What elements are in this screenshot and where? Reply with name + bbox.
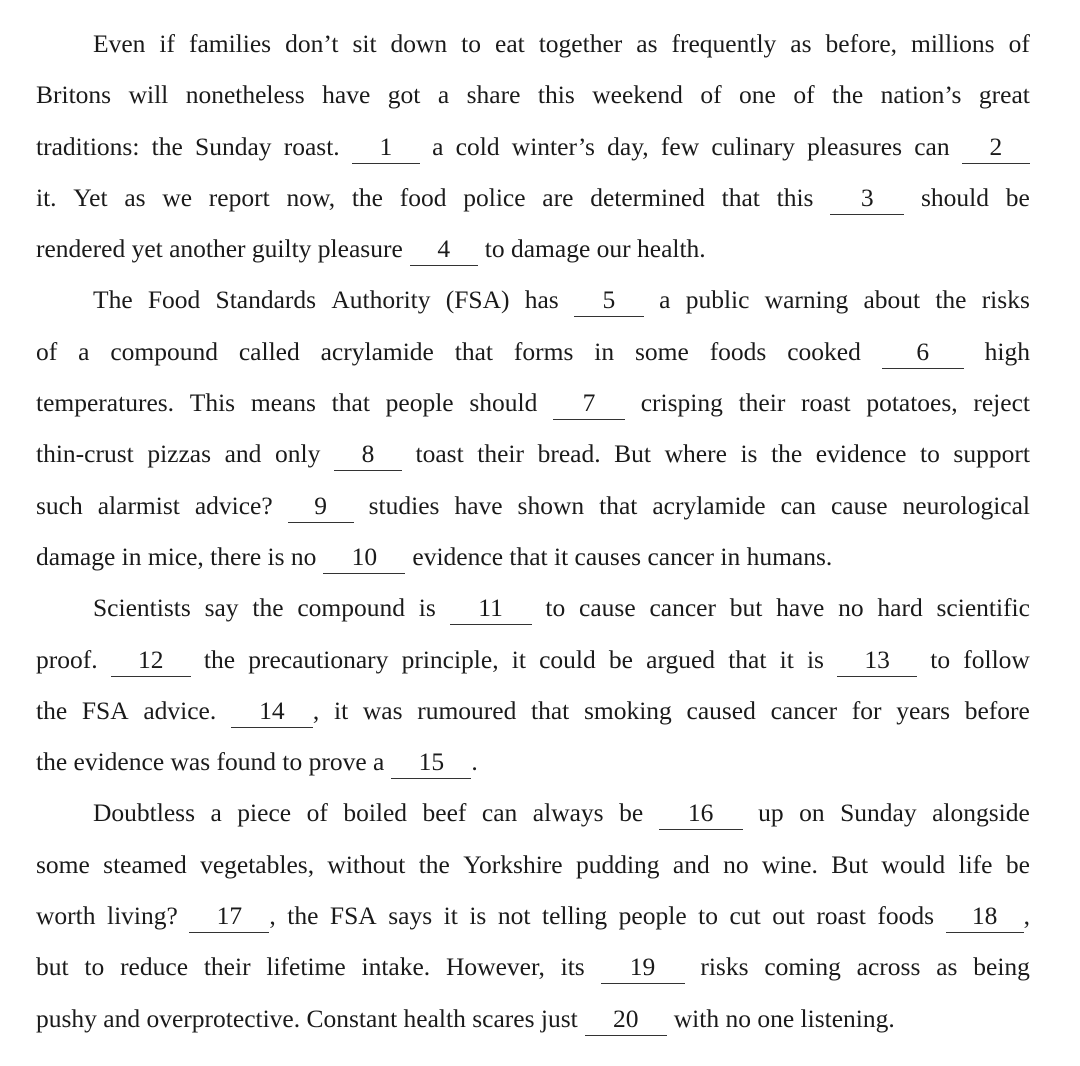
passage-text: telling bbox=[541, 901, 608, 931]
passage-text: neurological bbox=[902, 490, 1030, 520]
passage-text: few bbox=[660, 131, 700, 161]
passage-text: nation’s bbox=[880, 80, 962, 110]
blank-group bbox=[231, 685, 319, 736]
passage-text: that bbox=[454, 336, 494, 366]
passage-text: can bbox=[780, 490, 816, 520]
passage-text: but bbox=[729, 593, 763, 623]
passage-text: the bbox=[151, 131, 183, 161]
passage-text: the bbox=[771, 439, 803, 469]
passage-text: people bbox=[385, 388, 454, 418]
passage-text: that bbox=[721, 182, 760, 212]
passage-text: is bbox=[740, 439, 758, 469]
passage-text: a bbox=[437, 80, 450, 110]
passage-text: precautionary bbox=[248, 644, 389, 674]
passage-text: to bbox=[545, 593, 566, 623]
passage-text: with no one listening. bbox=[673, 1003, 895, 1033]
passage-text: the bbox=[287, 901, 319, 931]
passage-line bbox=[36, 890, 1030, 941]
passage-text: as bbox=[636, 29, 658, 58]
passage-text: roast bbox=[816, 901, 866, 931]
passage-text: the bbox=[36, 695, 68, 725]
passage-text: life bbox=[958, 849, 993, 879]
blank-group bbox=[585, 993, 667, 1044]
passage-text: frequently bbox=[671, 29, 777, 58]
passage-text: one bbox=[739, 80, 776, 110]
passage-text: to bbox=[930, 644, 951, 674]
passage-text: a bbox=[210, 798, 222, 828]
blank-3[interactable]: 3 bbox=[830, 182, 904, 215]
passage-text: it bbox=[779, 644, 794, 674]
passage-text: their bbox=[477, 439, 524, 469]
passage-text: be bbox=[619, 798, 644, 828]
passage-text: Standards bbox=[215, 285, 317, 315]
passage-text: roast bbox=[801, 388, 851, 418]
passage-text: to bbox=[698, 901, 719, 931]
passage-text: (FSA) bbox=[445, 285, 510, 315]
passage-text: culinary bbox=[711, 131, 795, 161]
passage-text: wine. bbox=[761, 849, 818, 879]
passage-text: risks bbox=[700, 952, 749, 982]
passage-text: compound bbox=[110, 336, 218, 366]
passage-text: of bbox=[700, 80, 722, 110]
passage-text: up bbox=[758, 798, 784, 828]
blank-group bbox=[601, 941, 685, 992]
passage-text: Sunday bbox=[195, 131, 272, 161]
passage-text: is bbox=[469, 901, 487, 931]
passage-text: and bbox=[672, 849, 710, 879]
passage-text: support bbox=[953, 439, 1030, 469]
passage-text: FSA bbox=[81, 695, 129, 725]
passage-text: cancer bbox=[649, 593, 716, 623]
passage-text: be bbox=[1005, 849, 1030, 879]
passage-text: pudding bbox=[575, 849, 660, 879]
passage-text: reduce bbox=[120, 952, 189, 982]
passage-text: means bbox=[250, 388, 316, 418]
passage-text: principle, bbox=[401, 644, 499, 674]
passage-line bbox=[36, 531, 1030, 582]
passage-text: police bbox=[463, 182, 526, 212]
blank-20[interactable]: 20 bbox=[585, 1003, 667, 1036]
passage-text: crisping bbox=[640, 388, 723, 418]
blank-group bbox=[830, 172, 904, 223]
blank-1[interactable]: 1 bbox=[352, 131, 420, 164]
blank-group bbox=[410, 223, 478, 274]
passage-text: But bbox=[614, 439, 652, 469]
passage-text: are bbox=[542, 182, 574, 212]
blank-group bbox=[574, 274, 644, 325]
passage-text: that bbox=[728, 644, 767, 674]
passage-text: hard bbox=[877, 593, 923, 623]
blank-punctuation: . bbox=[471, 747, 478, 777]
passage-text: for bbox=[851, 695, 882, 725]
passage-line bbox=[36, 736, 1030, 787]
blank-8[interactable]: 8 bbox=[334, 438, 402, 471]
passage-text: together bbox=[538, 29, 623, 58]
passage-text: of bbox=[306, 798, 328, 828]
passage-text: the bbox=[832, 80, 864, 110]
passage-text: foods bbox=[877, 901, 935, 931]
blank-group bbox=[882, 326, 964, 377]
passage-text: alongside bbox=[932, 798, 1030, 828]
passage-text: acrylamide bbox=[320, 336, 434, 366]
passage-text: always bbox=[532, 798, 604, 828]
passage-text: But bbox=[831, 849, 869, 879]
passage-line bbox=[36, 377, 1030, 428]
passage-text: Even bbox=[93, 29, 146, 58]
passage-text: Food bbox=[147, 285, 201, 315]
passage-text: being bbox=[973, 952, 1030, 982]
passage-text: rumoured bbox=[417, 695, 517, 725]
blank-group bbox=[334, 428, 402, 479]
blank-10[interactable]: 10 bbox=[323, 541, 405, 574]
passage-text: across bbox=[856, 952, 921, 982]
passage-text: can bbox=[481, 798, 518, 828]
blank-group bbox=[450, 582, 532, 633]
blank-punctuation: , bbox=[1023, 901, 1030, 931]
passage-text: that bbox=[531, 695, 570, 725]
passage-text: bread. bbox=[537, 439, 601, 469]
passage-text: can bbox=[914, 131, 950, 161]
passage-text: shown bbox=[517, 490, 585, 520]
blank-punctuation: , bbox=[312, 695, 320, 725]
passage-line bbox=[36, 993, 1030, 1044]
passage-line bbox=[36, 582, 1030, 633]
passage-line bbox=[36, 172, 1030, 223]
passage-text: of bbox=[1008, 29, 1030, 58]
passage-text: However, bbox=[446, 952, 545, 982]
passage-line bbox=[36, 685, 1030, 736]
blank-group bbox=[837, 634, 917, 685]
passage-text: caused bbox=[686, 695, 756, 725]
passage-line bbox=[36, 480, 1030, 531]
passage-text: called bbox=[238, 336, 300, 366]
passage-text: food bbox=[399, 182, 447, 212]
passage-text: some bbox=[634, 336, 689, 366]
passage-text: will bbox=[128, 80, 169, 110]
passage-line bbox=[36, 787, 1030, 838]
passage-text: Scientists bbox=[93, 593, 191, 623]
passage-text: its bbox=[560, 952, 585, 982]
passage-text: it bbox=[443, 901, 458, 931]
blank-18[interactable]: 18 bbox=[946, 900, 1024, 933]
passage-text: only bbox=[275, 439, 321, 469]
passage-text: it. bbox=[36, 182, 57, 212]
passage-text: forms bbox=[513, 336, 574, 366]
passage-text: the bbox=[418, 849, 450, 879]
passage-text: vegetables, bbox=[200, 849, 315, 879]
passage-text: to bbox=[461, 29, 482, 58]
passage-text: boiled bbox=[343, 798, 408, 828]
blank-group bbox=[553, 377, 625, 428]
passage-text: says bbox=[388, 901, 433, 931]
passage-text: a bbox=[659, 285, 671, 315]
blank-13[interactable]: 13 bbox=[837, 644, 917, 677]
passage-text: alarmist bbox=[97, 490, 180, 520]
passage-text: to bbox=[84, 952, 105, 982]
passage-text: temperatures. bbox=[36, 388, 175, 418]
passage-text: risks bbox=[981, 285, 1030, 315]
passage-text: could bbox=[539, 644, 596, 674]
passage-text: great bbox=[978, 80, 1030, 110]
blank-7[interactable]: 7 bbox=[553, 387, 625, 420]
passage-line bbox=[36, 428, 1030, 479]
blank-11[interactable]: 11 bbox=[450, 592, 532, 625]
passage-text: public bbox=[685, 285, 750, 315]
passage-text: piece bbox=[237, 798, 292, 828]
passage-text: Britons bbox=[36, 80, 112, 110]
passage-text: reject bbox=[973, 388, 1030, 418]
passage-text: a bbox=[432, 131, 444, 161]
passage-text: sit bbox=[352, 29, 377, 58]
passage-text: would bbox=[881, 849, 946, 879]
passage-text: that bbox=[599, 490, 638, 520]
passage-line bbox=[36, 274, 1030, 325]
passage-text: should bbox=[920, 182, 989, 212]
blank-group bbox=[288, 480, 354, 531]
passage-text: be bbox=[1005, 182, 1030, 212]
passage-text: don’t bbox=[285, 29, 339, 58]
blank-16[interactable]: 16 bbox=[659, 797, 743, 830]
passage-text: no bbox=[723, 849, 749, 879]
passage-text: but bbox=[36, 952, 69, 982]
passage-text: scientific bbox=[936, 593, 1030, 623]
blank-9[interactable]: 9 bbox=[288, 490, 354, 523]
blank-2[interactable]: 2 bbox=[962, 131, 1030, 164]
passage-text: the evidence was found to prove a bbox=[36, 747, 385, 777]
passage-text: families bbox=[188, 29, 272, 58]
passage-text: report bbox=[208, 182, 270, 212]
passage-text: the bbox=[203, 644, 236, 674]
passage-text: no bbox=[838, 593, 864, 623]
passage-text: millions bbox=[911, 29, 995, 58]
passage-text: pushy and overprotective. Constant health scares just bbox=[36, 1003, 578, 1033]
passage-text: it bbox=[511, 644, 526, 674]
passage-line bbox=[36, 223, 1030, 274]
passage-text: if bbox=[159, 29, 175, 58]
passage-text: to bbox=[919, 439, 940, 469]
passage-text: got bbox=[387, 80, 421, 110]
passage-text: was bbox=[362, 695, 403, 725]
passage-line bbox=[36, 634, 1030, 685]
passage-text: weekend bbox=[592, 80, 683, 110]
passage-text: nonetheless bbox=[185, 80, 305, 110]
passage-text: share bbox=[466, 80, 521, 110]
passage-text: winter’s bbox=[511, 131, 595, 161]
passage-text: rendered yet another guilty pleasure bbox=[36, 234, 403, 264]
passage-text: cooked bbox=[787, 336, 861, 366]
passage-text: down bbox=[390, 29, 448, 58]
passage-text: be bbox=[608, 644, 633, 674]
passage-text: damage in mice, there is no bbox=[36, 541, 317, 571]
passage-text: their bbox=[203, 952, 251, 982]
passage-text: that bbox=[331, 388, 370, 418]
passage-text: cancer bbox=[770, 695, 838, 725]
passage-text: this bbox=[537, 80, 575, 110]
blank-19[interactable]: 19 bbox=[601, 951, 685, 984]
blank-group bbox=[659, 787, 743, 838]
passage-text: proof. bbox=[36, 644, 98, 674]
passage-text: of bbox=[793, 80, 815, 110]
passage-text: traditions: bbox=[36, 131, 140, 161]
passage-text: this bbox=[776, 182, 814, 212]
passage-text: potatoes, bbox=[866, 388, 958, 418]
blank-group bbox=[946, 890, 1030, 941]
passage-text: years bbox=[896, 695, 951, 725]
passage-text: Yet bbox=[73, 182, 108, 212]
passage-text: follow bbox=[963, 644, 1030, 674]
passage-text: toast bbox=[415, 439, 464, 469]
blank-group bbox=[962, 121, 1030, 172]
passage-text: advice? bbox=[194, 490, 273, 520]
cloze-passage bbox=[36, 18, 1030, 1044]
passage-text: such bbox=[36, 490, 83, 520]
passage-text: pizzas bbox=[147, 439, 212, 469]
passage-text: some bbox=[36, 849, 90, 879]
passage-text: Doubtless bbox=[93, 798, 195, 828]
passage-line bbox=[36, 18, 1030, 69]
blank-6[interactable]: 6 bbox=[882, 336, 964, 369]
passage-text: cause bbox=[579, 593, 636, 623]
passage-line bbox=[36, 326, 1030, 377]
passage-text: it bbox=[333, 695, 349, 725]
passage-text: Sunday bbox=[840, 798, 917, 828]
passage-text: determined bbox=[590, 182, 705, 212]
passage-text: where bbox=[664, 439, 727, 469]
passage-text: studies bbox=[368, 490, 440, 520]
passage-text: a bbox=[78, 336, 90, 366]
passage-text: in bbox=[594, 336, 615, 366]
passage-text: The bbox=[93, 285, 133, 315]
passage-text: has bbox=[524, 285, 559, 315]
blank-group bbox=[352, 121, 420, 172]
passage-text: evidence bbox=[815, 439, 907, 469]
passage-text: compound bbox=[297, 593, 405, 623]
passage-text: without bbox=[327, 849, 406, 879]
passage-text: to damage our health. bbox=[484, 234, 706, 264]
passage-text: as bbox=[936, 952, 958, 982]
passage-text: now, bbox=[286, 182, 336, 212]
passage-text: cold bbox=[455, 131, 500, 161]
passage-text: coming bbox=[764, 952, 841, 982]
passage-text: This bbox=[189, 388, 236, 418]
passage-text: warning bbox=[764, 285, 849, 315]
passage-text: about bbox=[863, 285, 921, 315]
passage-text: acrylamide bbox=[652, 490, 766, 520]
passage-line bbox=[36, 941, 1030, 992]
blank-15[interactable]: 15 bbox=[391, 746, 471, 779]
passage-text: on bbox=[799, 798, 825, 828]
passage-text: is bbox=[806, 644, 824, 674]
blank-4[interactable]: 4 bbox=[410, 233, 478, 266]
passage-text: cause bbox=[830, 490, 888, 520]
blank-group bbox=[391, 736, 477, 787]
passage-text: living? bbox=[107, 901, 178, 931]
passage-text: the bbox=[351, 182, 383, 212]
passage-text: the bbox=[935, 285, 967, 315]
blank-punctuation: , bbox=[269, 901, 276, 931]
passage-text: Yorkshire bbox=[463, 849, 563, 879]
passage-text: say bbox=[204, 593, 239, 623]
passage-text: intake. bbox=[361, 952, 431, 982]
passage-text: high bbox=[984, 336, 1030, 366]
blank-12[interactable]: 12 bbox=[111, 644, 191, 677]
passage-text: as bbox=[790, 29, 812, 58]
passage-line bbox=[36, 839, 1030, 890]
passage-text: have bbox=[776, 593, 825, 623]
passage-text: should bbox=[469, 388, 538, 418]
passage-text: cut bbox=[729, 901, 761, 931]
passage-text: thin-crust bbox=[36, 439, 134, 469]
passage-text: smoking bbox=[583, 695, 672, 725]
blank-17[interactable]: 17 bbox=[189, 900, 269, 933]
passage-text: the bbox=[252, 593, 284, 623]
passage-text: is bbox=[418, 593, 436, 623]
passage-text: roast. bbox=[283, 131, 340, 161]
passage-text: steamed bbox=[103, 849, 187, 879]
passage-text: FSA bbox=[329, 901, 377, 931]
passage-text: pleasures bbox=[807, 131, 903, 161]
passage-text: of bbox=[36, 336, 58, 366]
passage-line bbox=[36, 121, 1030, 172]
passage-text: and bbox=[224, 439, 262, 469]
blank-group bbox=[189, 890, 275, 941]
passage-text: beef bbox=[422, 798, 467, 828]
passage-text: have bbox=[454, 490, 503, 520]
passage-text: their bbox=[738, 388, 786, 418]
blank-5[interactable]: 5 bbox=[574, 284, 644, 317]
passage-line bbox=[36, 69, 1030, 120]
passage-text: before bbox=[964, 695, 1030, 725]
passage-text: evidence that it causes cancer in humans. bbox=[412, 541, 833, 571]
passage-text: out bbox=[772, 901, 805, 931]
passage-text: foods bbox=[709, 336, 767, 366]
passage-text: people bbox=[618, 901, 687, 931]
passage-text: Authority bbox=[331, 285, 431, 315]
passage-text: advice. bbox=[143, 695, 217, 725]
blank-14[interactable]: 14 bbox=[231, 695, 313, 728]
passage-text: as bbox=[124, 182, 146, 212]
passage-text: not bbox=[497, 901, 531, 931]
passage-text: we bbox=[162, 182, 193, 212]
passage-text: argued bbox=[646, 644, 716, 674]
passage-text: eat bbox=[495, 29, 525, 58]
passage-text: before, bbox=[825, 29, 898, 58]
passage-text: day, bbox=[607, 131, 649, 161]
blank-group bbox=[111, 634, 191, 685]
blank-group bbox=[323, 531, 405, 582]
passage-text: have bbox=[322, 80, 371, 110]
passage-text: worth bbox=[36, 901, 96, 931]
passage-text: lifetime bbox=[266, 952, 346, 982]
